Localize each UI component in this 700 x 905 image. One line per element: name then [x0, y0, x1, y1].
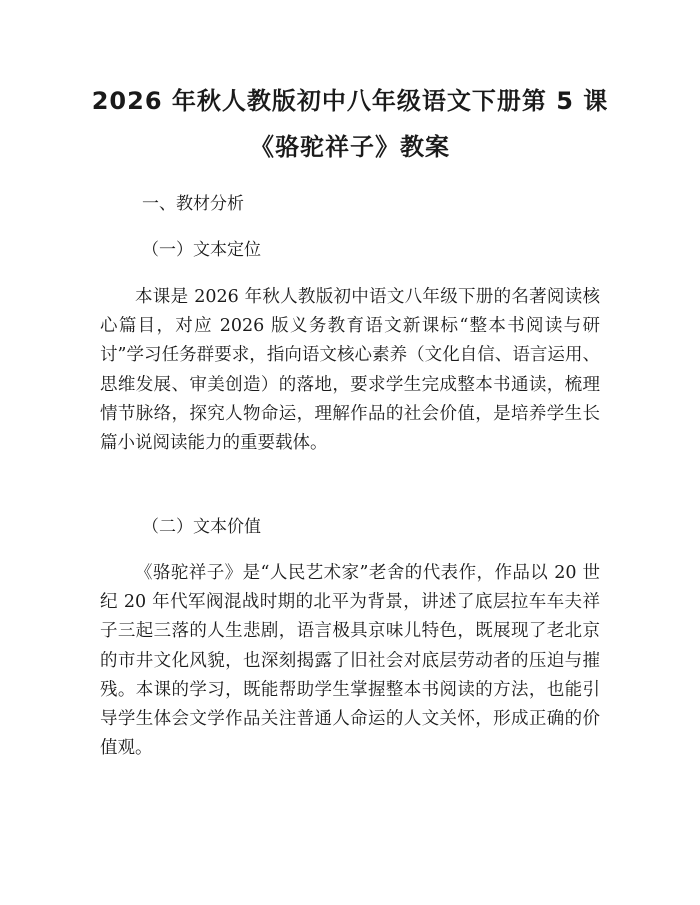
document-title-line-1: 2026 年秋人教版初中八年级语文下册第 5 课 — [91, 87, 609, 115]
paragraph-text-value: 《骆驼祥子》是“人民艺术家”老舍的代表作，作品以 20 世纪 20 年代军阀混战时期的北平为背景，讲述了底层拉车车夫祥子三起三落的人生悲剧，语言极具京味儿特色，既展现了老北京的市井文化风貌，也深刻揭露了旧社会对底层劳动者的压迫与摧残。本课的学习，既能帮助学生掌握整本书阅读的方法，也能引导学生体会文学作品关注普通人命运的人文关怀，形成正确的价值观。 — [100, 563, 600, 759]
subsection-heading-text-value: （二）文本价值 — [142, 517, 261, 537]
paragraph-text-positioning: 本课是 2026 年秋人教版初中语文八年级下册的名著阅读核心篇目，对应 2026 版义务教育语文新课标“整本书阅读与研讨”学习任务群要求，指向语文核心素养（文化自信、语言运用、思维发展、审美创造）的落地，要求学生完成整本书通读，梳理情节脉络，探究人物命运，理解作品的社会价值，是培养学生长篇小说阅读能力的重要载体。 — [100, 287, 600, 454]
subsection-heading-text-positioning: （一）文本定位 — [142, 240, 261, 260]
document-title-line-2: 《骆驼祥子》教案 — [250, 133, 450, 161]
section-heading-textbook-analysis: 一、教材分析 — [142, 194, 244, 214]
